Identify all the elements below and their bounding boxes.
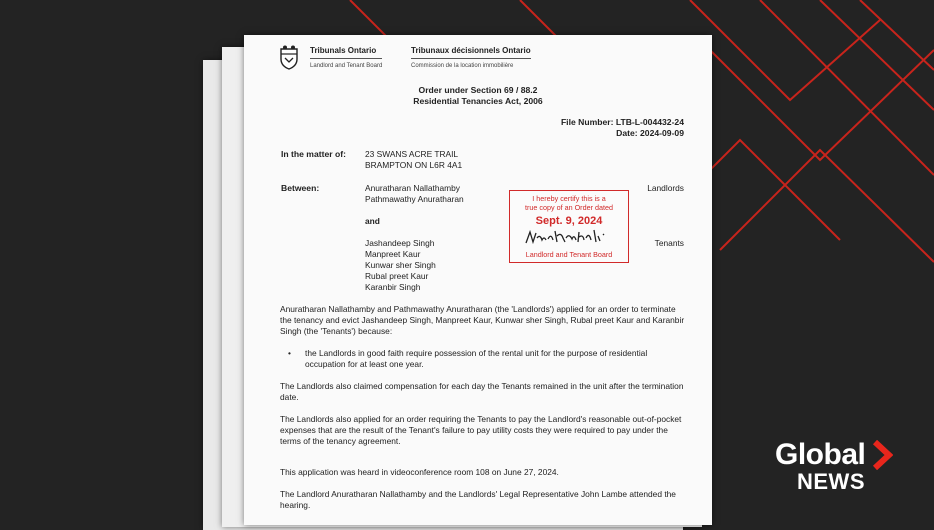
- file-info: [561, 117, 684, 139]
- org-french: [411, 45, 531, 72]
- certified-copy-stamp: [509, 190, 629, 263]
- matter-label: In the matter of:: [281, 149, 346, 159]
- handwritten-signature: [524, 228, 614, 246]
- tenant-name: Jashandeep Singh: [365, 238, 435, 248]
- stamp-line1: I hereby certify this is a: [532, 194, 606, 203]
- bullet-reason: the Landlords in good faith require possession of the rental unit for the purpose of residential occupation for at least one year.: [305, 348, 648, 369]
- tenant-name: Kunwar sher Singh: [365, 260, 436, 270]
- ontario-crest-icon: [278, 45, 300, 71]
- logo-chevron-icon: [871, 440, 893, 470]
- org-fr-sub: Commission de la location immobilière: [411, 63, 514, 69]
- paragraph-hearing: This application was heard in videoconference room 108 on June 27, 2024.: [280, 467, 559, 477]
- org-en-name: Tribunals Ontario: [310, 45, 382, 59]
- org-fr-name: Tribunaux décisionnels Ontario: [411, 45, 531, 59]
- order-document: [244, 35, 712, 515]
- file-number: File Number: LTB-L-004432-24: [560, 117, 684, 127]
- matter-address-line2: BRAMPTON ON L6R 4A1: [365, 160, 463, 170]
- order-title-line1: Order under Section 69 / 88.2: [418, 85, 538, 95]
- landlords-role: Landlords: [647, 183, 684, 193]
- paragraph-compensation: The Landlords also claimed compensation for each day the Tenants remained in the unit after the termination date.: [280, 381, 684, 402]
- logo-global-text: Global: [775, 438, 866, 471]
- tenants-role: Tenants: [654, 238, 684, 248]
- org-en-sub: Landlord and Tenant Board: [310, 63, 383, 69]
- paragraph-expenses: The Landlords also applied for an order requiring the Tenants to pay the Landlord's reasonable out-of-pocket expenses that are the result of the Tenant's failure to pay utility costs they were required to pay under the terms of the tenancy agreement.: [280, 414, 682, 446]
- and-label: and: [365, 216, 380, 226]
- paragraph-attendance: The Landlord Anuratharan Nallathamby and the Landlords' Legal Representative John Lambe attended the hearing.: [280, 489, 676, 510]
- stamp-line2: true copy of an Order dated: [525, 203, 613, 212]
- tenant-name: Karanbir Singh: [365, 282, 421, 292]
- global-news-logo: [775, 440, 865, 494]
- order-date: Date: 2024-09-09: [616, 128, 684, 138]
- stamp-date: Sept. 9, 2024: [535, 215, 603, 227]
- landlord-name: Pathmawathy Anuratharan: [365, 194, 464, 204]
- landlord-name: Anuratharan Nallathamby: [365, 183, 460, 193]
- paragraph-application: Anuratharan Nallathamby and Pathmawathy Anuratharan (the 'Landlords') applied for an order to terminate the tenancy and evict Jashandeep Singh, Manpreet Kaur, Kunwar sher Singh, Rubal preet Kaur and Karanbir Singh (the 'Tenants') because:: [280, 304, 685, 336]
- matter-address-line1: 23 SWANS ACRE TRAIL: [365, 149, 459, 159]
- stamp-footer: Landlord and Tenant Board: [525, 250, 613, 259]
- between-label: Between:: [281, 183, 320, 193]
- tenant-name: Manpreet Kaur: [365, 249, 421, 259]
- bullet-mark: •: [288, 348, 291, 358]
- order-title-line2: Residential Tenancies Act, 2006: [413, 96, 543, 106]
- org-english: [310, 45, 382, 72]
- tenant-name: Rubal preet Kaur: [365, 271, 429, 281]
- logo-news-text: NEWS: [797, 469, 865, 494]
